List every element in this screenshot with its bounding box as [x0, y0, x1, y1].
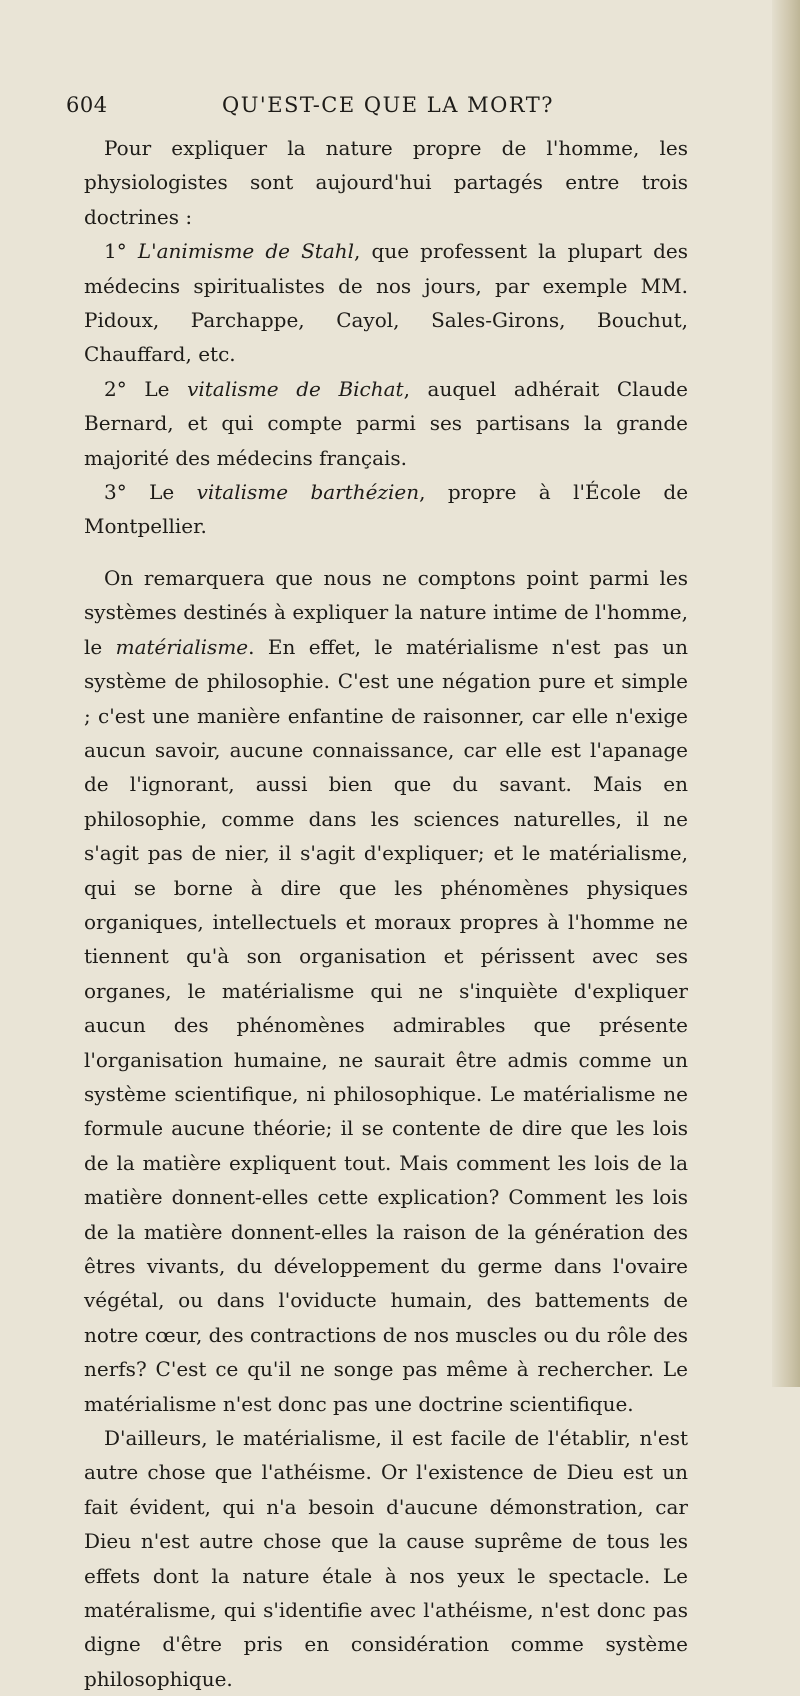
page-edge — [772, 0, 800, 1387]
materialism-paragraph — [84, 561, 688, 1421]
doctrine-text: , propre à l'École de Montpellier. — [84, 480, 689, 539]
paragraph-text: . En effet, le matérialisme n'est pas un système de philosophie. C'est une négation pure et simple ; c'est une manière enfantine de raisonner, car elle n'exige aucun savoir, aucune connaissance, car elle est l'apanage de l'ignorant, aussi bien que du savant. Mais en philosophie, comme dans les sciences naturelles, il ne s'agit pas de nier, il s'agit d'expliquer; et le matérialisme, qui se borne à dire que les phénomènes physiques organiques, intellectuels et moraux propres à l'homme ne tiennent qu'à son organisation et périssent avec ses organes, le matérialisme qui ne s'inquiète d'expliquer aucun des phénomènes admirables que présente l'organisation humaine, ne saurait être admis comme un système scientifique, ni philosophique. Le matérialisme ne formule aucune théorie; il se contente de dire que les lois de la matière expliquent tout. Mais comment les lois de la matière donnent-elles cette explication? Comment les lois de la matière donnent-elles la raison de la génération des êtres vivants, du développement du germe dans l'ovaire végétal, ou dans l'oviducte humain, des battements de notre cœur, des contractions de nos muscles ou du rôle des nerfs? C'est ce qu'il ne songe pas même à rechercher. Le matérialisme n'est donc pas une doctrine scientifique. — [84, 634, 688, 1416]
doctrine-item-2 — [84, 372, 688, 475]
doctrine-number: 1° — [104, 239, 127, 264]
doctrine-item-3 — [84, 475, 688, 544]
atheism-paragraph: D'ailleurs, le matérialisme, il est facile de l'établir, n'est autre chose que l'athéisme. Or l'existence de Dieu est un fait évident, qui n'a besoin d'aucune démonstration, car Dieu n'est autre chose que la cause suprême de tous les effets dont la nature étale à nos yeux le spectacle. Le matéralisme, qui s'identifie avec l'athéisme, n'est donc pas digne d'être pris en considération comme système philosophique. — [84, 1426, 688, 1691]
doctrine-item-1 — [84, 234, 688, 372]
running-head: QU'EST-CE QUE LA MORT? — [222, 93, 555, 117]
doctrine-name: vitalisme barthézien — [196, 480, 420, 505]
paragraph-text: On remarquera que nous ne comptons point parmi les systèmes destinés à expliquer la nature intime de l'homme, le — [84, 565, 688, 659]
doctrine-name: L'animisme de Stahl — [137, 239, 355, 264]
page-number: 604 — [66, 93, 108, 117]
intro-paragraph: Pour expliquer la nature propre de l'homme, les physiologistes sont aujourd'hui partagés entre trois doctrines : — [84, 136, 688, 229]
doctrine-article: Le — [149, 480, 175, 505]
doctrine-text: , auquel adhérait Claude Bernard, et qui compte parmi ses partisans la grande majorité des médecins français. — [84, 376, 688, 470]
doctrine-text: , que professent la plupart des médecins spiritualistes de nos jours, par exemple MM. Pidoux, Parchappe, Cayol, Sales-Girons, Bouchut, Chauffard, etc. — [84, 239, 689, 367]
emphasis-term: matérialisme — [115, 634, 249, 659]
doctrine-number: 2° — [104, 376, 127, 401]
body-text — [84, 131, 688, 1696]
doctrine-name: vitalisme de Bichat — [187, 376, 404, 401]
doctrine-number: 3° — [104, 480, 127, 505]
page-header — [66, 93, 676, 123]
doctrine-article: Le — [144, 376, 170, 401]
